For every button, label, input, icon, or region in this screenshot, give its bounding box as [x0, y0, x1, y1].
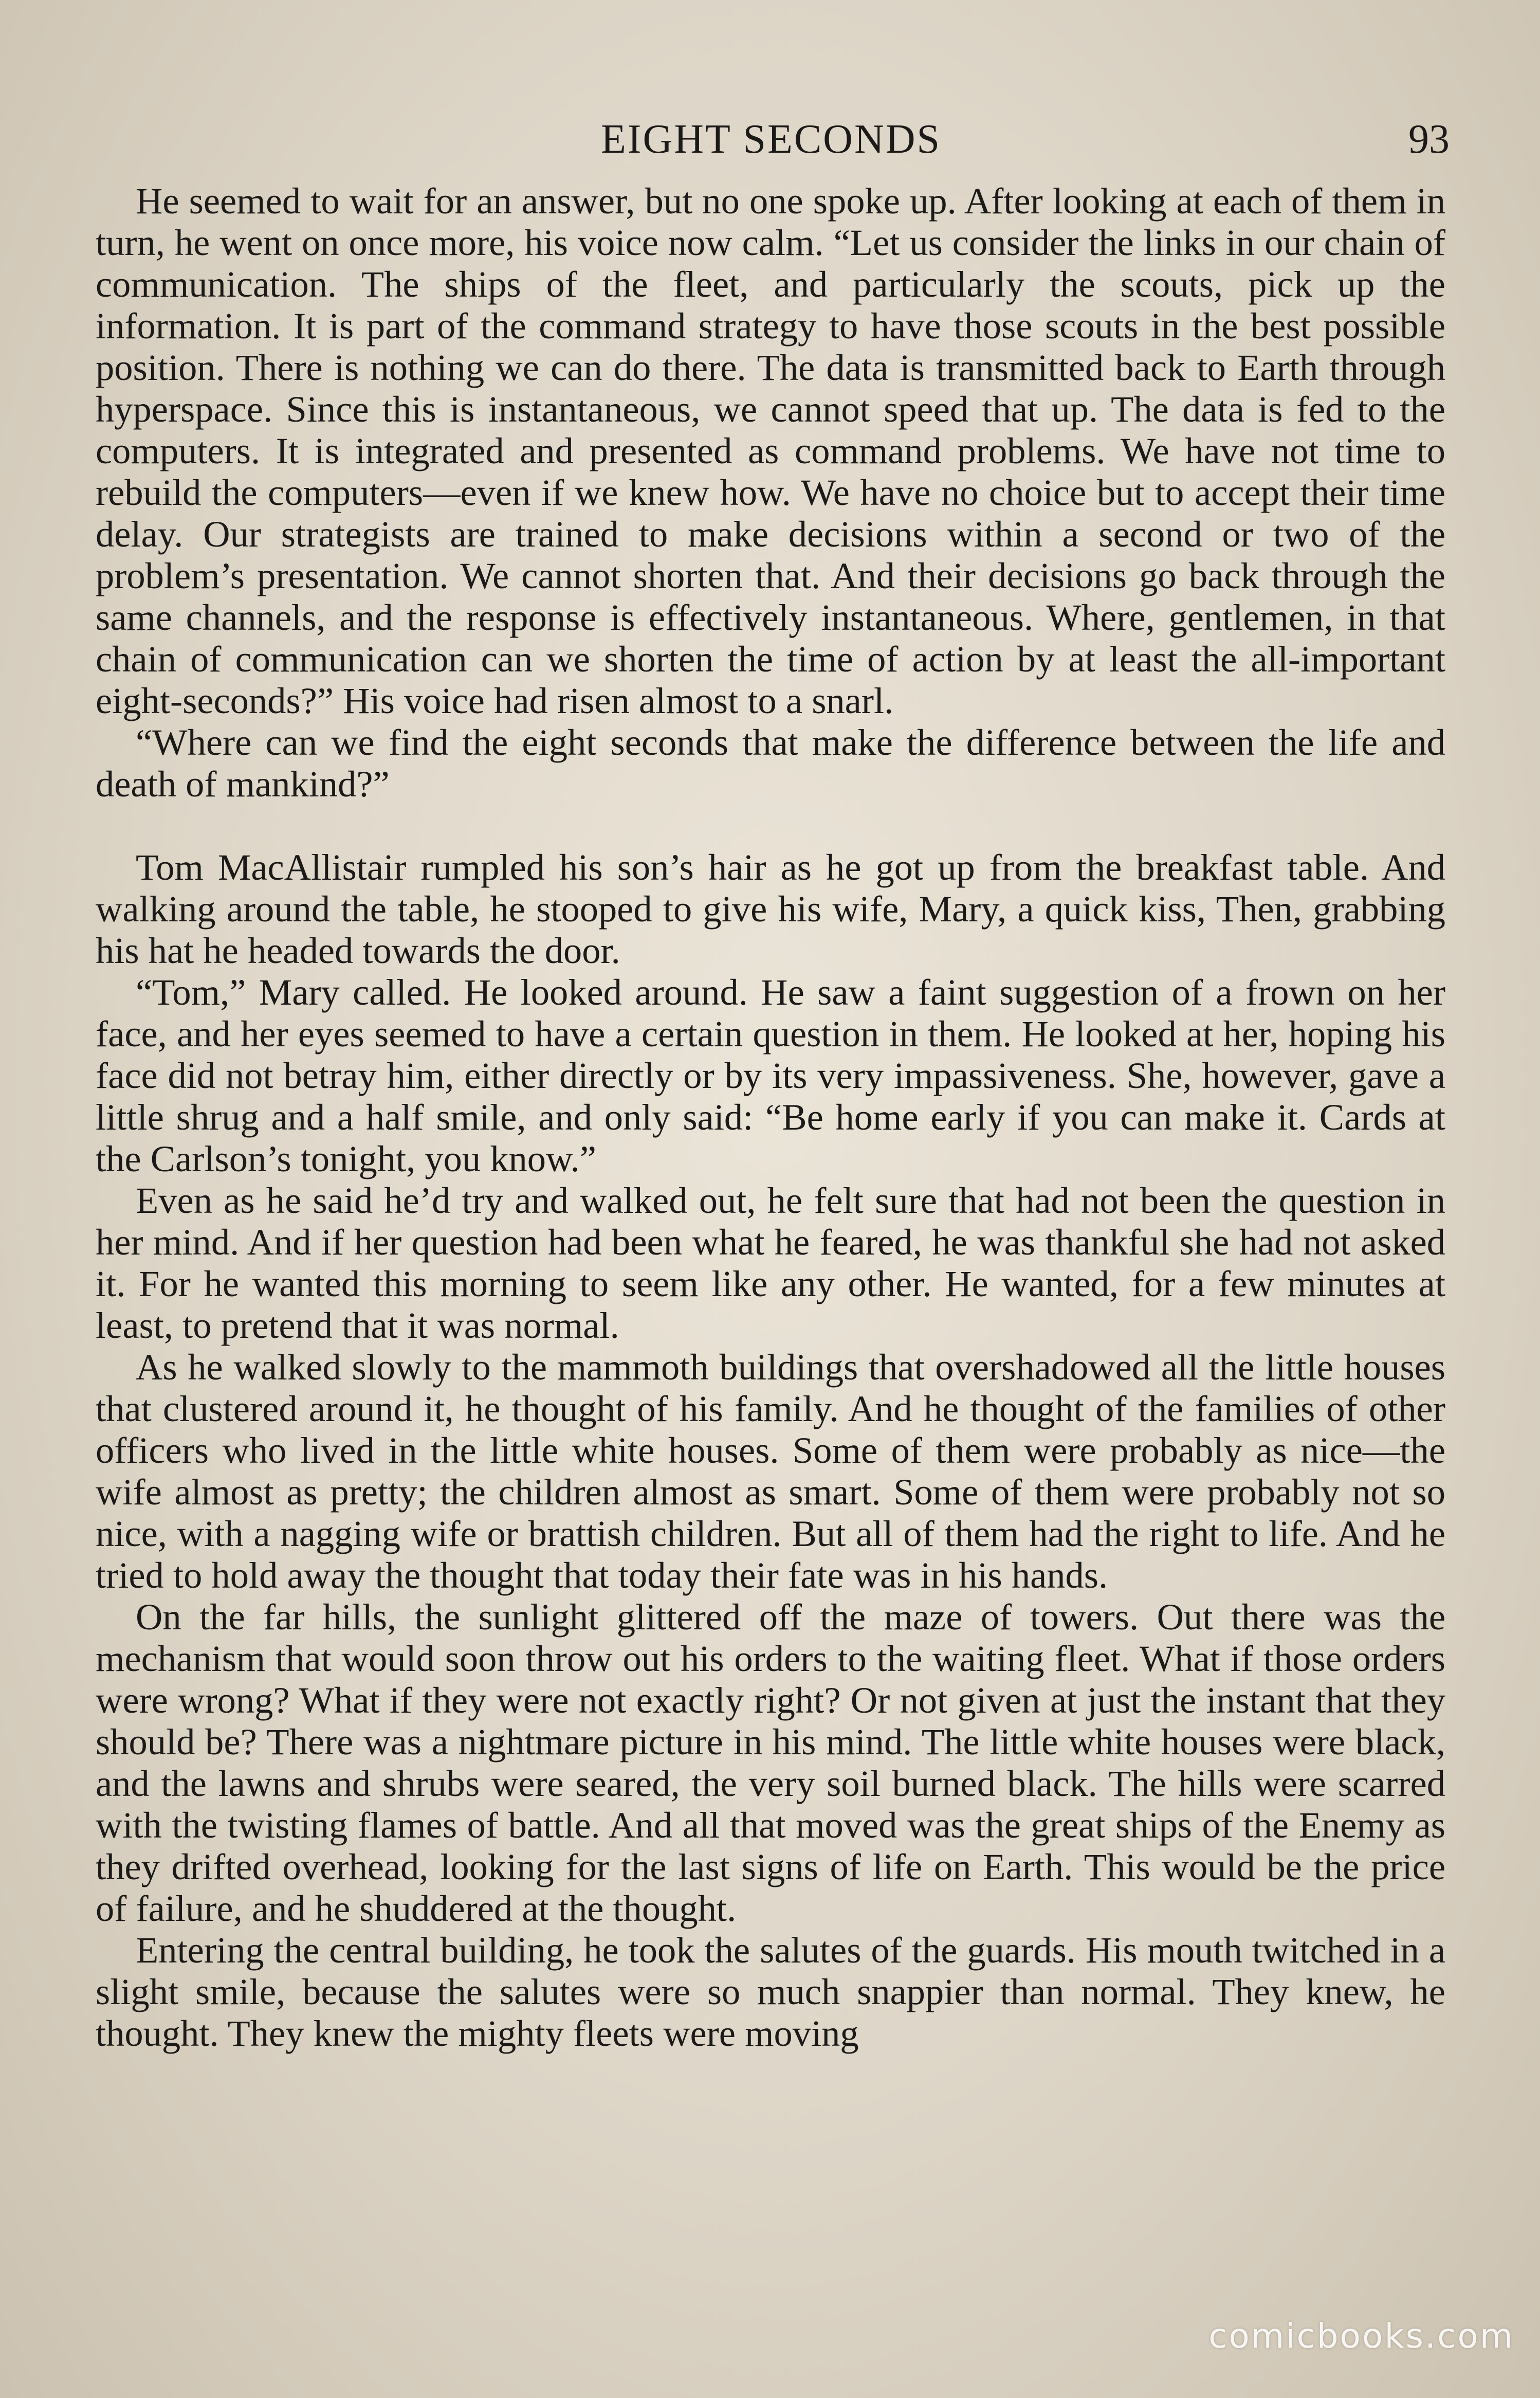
paragraph: Entering the central building, he took the salutes of the guards. His mouth twitched in a slight smile, because the salutes were so much snappier than normal. They knew, he thought. They knew the mighty fleets were moving — [96, 1929, 1445, 2054]
paragraph: Tom MacAllistair rumpled his son’s hair as he got up from the breakfast table. And walking around the table, he stooped to give his wife, Mary, a quick kiss, Then, grabbing his hat he headed towards the door. — [96, 846, 1445, 971]
paragraph: As he walked slowly to the mammoth buildings that overshadowed all the little houses that clustered around it, he thought of his family. And he thought of the families of other officers who lived in the little white houses. Some of them were probably as nice—the wife almost as pretty; the children almost as smart. Some of them were probably not so nice, with a nagging wife or brattish children. But all of them had the right to life. And he tried to hold away the thought that today their fate was in his hands. — [96, 1346, 1445, 1596]
paragraph: On the far hills, the sunlight glittered off the maze of towers. Out there was the mechanism that would soon throw out his orders to the waiting fleet. What if those orders were wrong? What if they were not exactly right? Or not given at just the instant that they should be? There was a nightmare picture in his mind. The little white houses were black, and the lawns and shrubs were seared, the very soil burned black. The hills were scarred with the twisting flames of battle. And all that moved was the great ships of the Enemy as they drifted overhead, looking for the last signs of life on Earth. This would be the price of failure, and he shuddered at the thought. — [96, 1596, 1445, 1929]
page-header — [93, 111, 1450, 168]
page-body — [96, 180, 1445, 2054]
paragraph: Even as he said he’d try and walked out, he felt sure that had not been the question in her mind. And if her question had been what he feared, he was thankful she had not asked it. For he wanted this morning to seem like any other. He wanted, for a few minutes at least, to pretend that it was normal. — [96, 1179, 1445, 1346]
page-number: 93 — [1408, 117, 1450, 162]
paragraph: “Where can we find the eight seconds that make the difference between the life and death of mankind?” — [96, 721, 1445, 805]
section-break — [96, 805, 1445, 846]
watermark: comicbooks.com — [1208, 2316, 1514, 2356]
paragraph: “Tom,” Mary called. He looked around. He saw a faint suggestion of a frown on her face, and her eyes seemed to have a certain question in them. He looked at her, hoping his face did not betray him, either directly or by its very impassiveness. She, however, gave a little shrug and a half smile, and only said: “Be home early if you can make it. Cards at the Carlson’s tonight, you know.” — [96, 971, 1445, 1179]
paragraph: He seemed to wait for an answer, but no one spoke up. After looking at each of them in turn, he went on once more, his voice now calm. “Let us consider the links in our chain of communication. The ships of the fleet, and particularly the scouts, pick up the information. It is part of the command strategy to have those scouts in the best possible position. There is nothing we can do there. The data is transmitted back to Earth through hyperspace. Since this is instantaneous, we cannot speed that up. The data is fed to the computers. It is integrated and presented as command problems. We have not time to rebuild the computers—even if we knew how. We have no choice but to accept their time delay. Our strategists are trained to make decisions within a second or two of the problem’s presentation. We cannot shorten that. And their decisions go back through the same channels, and the response is effectively instantaneous. Where, gentlemen, in that chain of communication can we shorten the time of action by at least the all-important eight-seconds?” His voice had risen almost to a snarl. — [96, 180, 1445, 721]
running-title: EIGHT SECONDS — [600, 117, 941, 162]
